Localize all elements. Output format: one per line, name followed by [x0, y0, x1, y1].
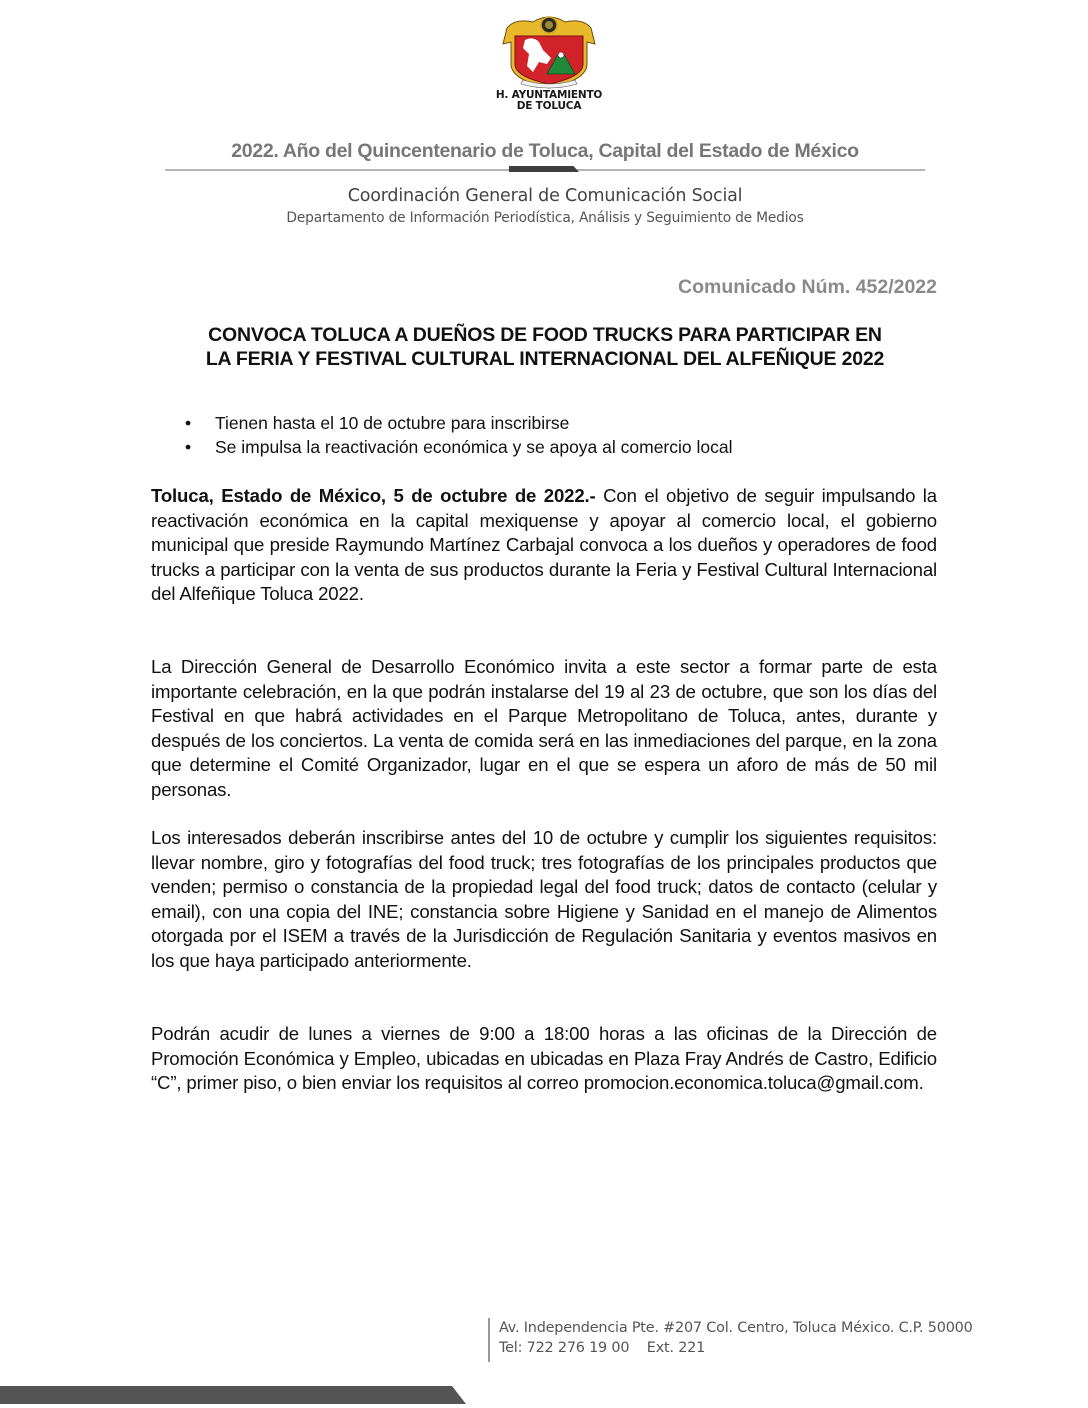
paragraph-text: Los interesados deberán inscribirse antes del 10 de octubre y cumplir los siguientes requisitos: llevar nombre, giro y fotografías del food truck; tres fotografías de los principales productos que venden; permiso o constancia de la propiedad legal del food truck; datos de contacto (celular y email), con una copia del INE; constancia sobre Higiene y Sanidad en el manejo de Alimentos otorgada por el ISEM a través de la Jurisdicción de Regulación Sanitaria y eventos masivos en los que haya participado anteriormente. — [151, 827, 937, 971]
paragraph-text: Con el objetivo de seguir impulsando la reactivación económica en la capital mexiquense y apoyar al comercio local, el gobierno municipal que preside Raymundo Martínez Carbajal convoca a los dueños y operadores de food trucks a participar con la venta de sus productos durante la Feria y Festival Cultural Internacional del Alfeñique Toluca 2022. — [151, 485, 937, 605]
bullet-icon: • — [185, 437, 192, 457]
header-divider-tab — [509, 166, 579, 172]
organization-name-line2: DE TOLUCA — [516, 100, 582, 112]
footer-address: Av. Independencia Pte. #207 Col. Centro, Toluca México. C.P. 50000 — [499, 1320, 973, 1336]
footer-divider — [488, 1318, 490, 1362]
dateline: Toluca, Estado de México, 5 de octubre de 2022.- — [151, 485, 596, 506]
organization-name-line1: H. AYUNTAMIENTO — [495, 89, 603, 101]
bullet-item — [185, 435, 905, 459]
department-subtitle: Departamento de Información Periodística, Análisis y Seguimiento de Medios — [286, 210, 804, 226]
body-paragraph — [151, 484, 937, 607]
coat-of-arms-icon — [493, 14, 605, 90]
footer-band — [0, 1386, 466, 1404]
footer-phone: Tel: 722 276 19 00 Ext. 221 — [499, 1340, 706, 1356]
communique-number: Comunicado Núm. 452/2022 — [677, 276, 937, 298]
bullet-item — [185, 411, 905, 435]
body-paragraph — [151, 1022, 937, 1096]
paragraph-text: Podrán acudir de lunes a viernes de 9:00 a 18:00 horas a las oficinas de la Dirección de Promoción Económica y Empleo, ubicadas en ubicadas en Plaza Fray Andrés de Castro, Edificio “C”, primer piso, o bien enviar los requisitos al correo promocion.economica.toluca@gmail.com. — [151, 1023, 937, 1094]
body-paragraph — [151, 826, 937, 974]
headline — [150, 323, 940, 371]
toluca-logo — [493, 14, 605, 120]
coordination-title: Coordinación General de Comunicación Social — [347, 186, 743, 206]
body-paragraph — [151, 655, 937, 803]
summary-bullets — [185, 411, 905, 459]
headline-line-2: LA FERIA Y FESTIVAL CULTURAL INTERNACIONAL DEL ALFEÑIQUE 2022 — [205, 348, 885, 370]
bullet-text: Se impulsa la reactivación económica y se apoya al comercio local — [215, 437, 733, 457]
bullet-text: Tienen hasta el 10 de octubre para inscribirse — [215, 413, 570, 433]
bullet-icon: • — [185, 413, 192, 433]
headline-line-1: CONVOCA TOLUCA A DUEÑOS DE FOOD TRUCKS PARA PARTICIPAR EN — [208, 324, 882, 346]
paragraph-text: La Dirección General de Desarrollo Económico invita a este sector a formar parte de esta importante celebración, en la que podrán instalarse del 19 al 23 de octubre, que son los días del Festival en que habrá actividades en el Parque Metropolitano de Toluca, antes, durante y después de los conciertos. La venta de comida será en las inmediaciones del parque, en la zona que determine el Comité Organizador, lugar en el que se espera un aforo de más de 50 mil personas. — [151, 656, 937, 800]
year-slogan: 2022. Año del Quincentenario de Toluca, Capital del Estado de México — [231, 140, 859, 162]
